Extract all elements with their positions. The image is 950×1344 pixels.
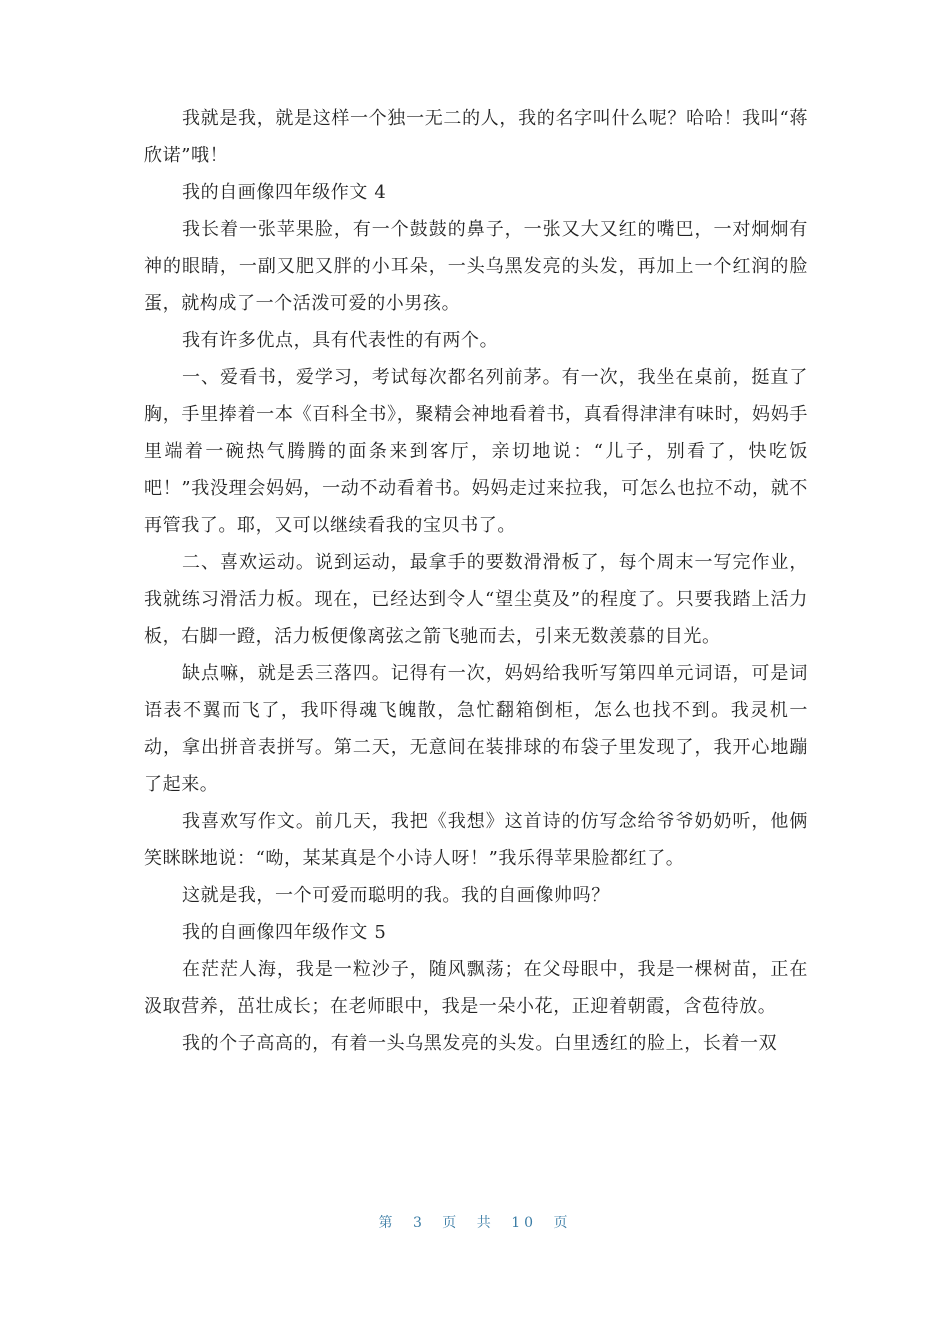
paragraph-7: 我喜欢写作文。前几天，我把《我想》这首诗的仿写念给爷爷奶奶听，他俩笑眯眯地说：“呦，某某真是个小诗人呀！”我乐得苹果脸都红了。: [144, 811, 808, 869]
document-body: [144, 100, 808, 1062]
paragraph-1: 我就是我，就是这样一个独一无二的人，我的名字叫什么呢？哈哈！我叫“蒋欣诺”哦！: [144, 108, 808, 166]
section-heading-5: 我的自画像四年级作文 5: [182, 922, 387, 943]
paragraph-6: 缺点嘛，就是丢三落四。记得有一次，妈妈给我听写第四单元词语，可是词语表不翼而飞了，我吓得魂飞魄散，急忙翻箱倒柜，怎么也找不到。我灵机一动，拿出拼音表拼写。第二天，无意间在装排球的布袋子里发现了，我开心地蹦了起来。: [144, 663, 808, 795]
paragraph-3: 我有许多优点，具有代表性的有两个。: [182, 330, 499, 351]
paragraph-4: 一、爱看书，爱学习，考试每次都名列前茅。有一次，我坐在桌前，挺直了胸，手里捧着一本《百科全书》，聚精会神地看着书，真看得津津有味时，妈妈手里端着一碗热气腾腾的面条来到客厅，亲切地说：“儿子，别看了，快吃饭吧！”我没理会妈妈，一动不动看着书。妈妈走过来拉我，可怎么也拉不动，就不再管我了。耶，又可以继续看我的宝贝书了。: [144, 367, 808, 536]
page-number-footer: 第 3 页 共 10 页: [378, 1215, 572, 1231]
paragraph-10: 我的个子高高的，有着一头乌黑发亮的头发。白里透红的脸上，长着一双: [182, 1033, 778, 1054]
paragraph-2: 我长着一张苹果脸，有一个鼓鼓的鼻子，一张又大又红的嘴巴，一对炯炯有神的眼睛，一副又肥又胖的小耳朵，一头乌黑发亮的头发，再加上一个红润的脸蛋，就构成了一个活泼可爱的小男孩。: [144, 219, 808, 314]
paragraph-9: 在茫茫人海，我是一粒沙子，随风飘荡；在父母眼中，我是一棵树苗，正在汲取营养，茁壮成长；在老师眼中，我是一朵小花，正迎着朝霞，含苞待放。: [144, 959, 808, 1017]
paragraph-8: 这就是我，一个可爱而聪明的我。我的自画像帅吗？: [182, 885, 610, 906]
paragraph-5: 二、喜欢运动。说到运动，最拿手的要数滑滑板了，每个周末一写完作业，我就练习滑活力板。现在，已经达到令人“望尘莫及”的程度了。只要我踏上活力板，右脚一蹬，活力板便像离弦之箭飞驰而去，引来无数羡慕的目光。: [144, 552, 808, 647]
section-heading-4: 我的自画像四年级作文 4: [182, 182, 387, 203]
